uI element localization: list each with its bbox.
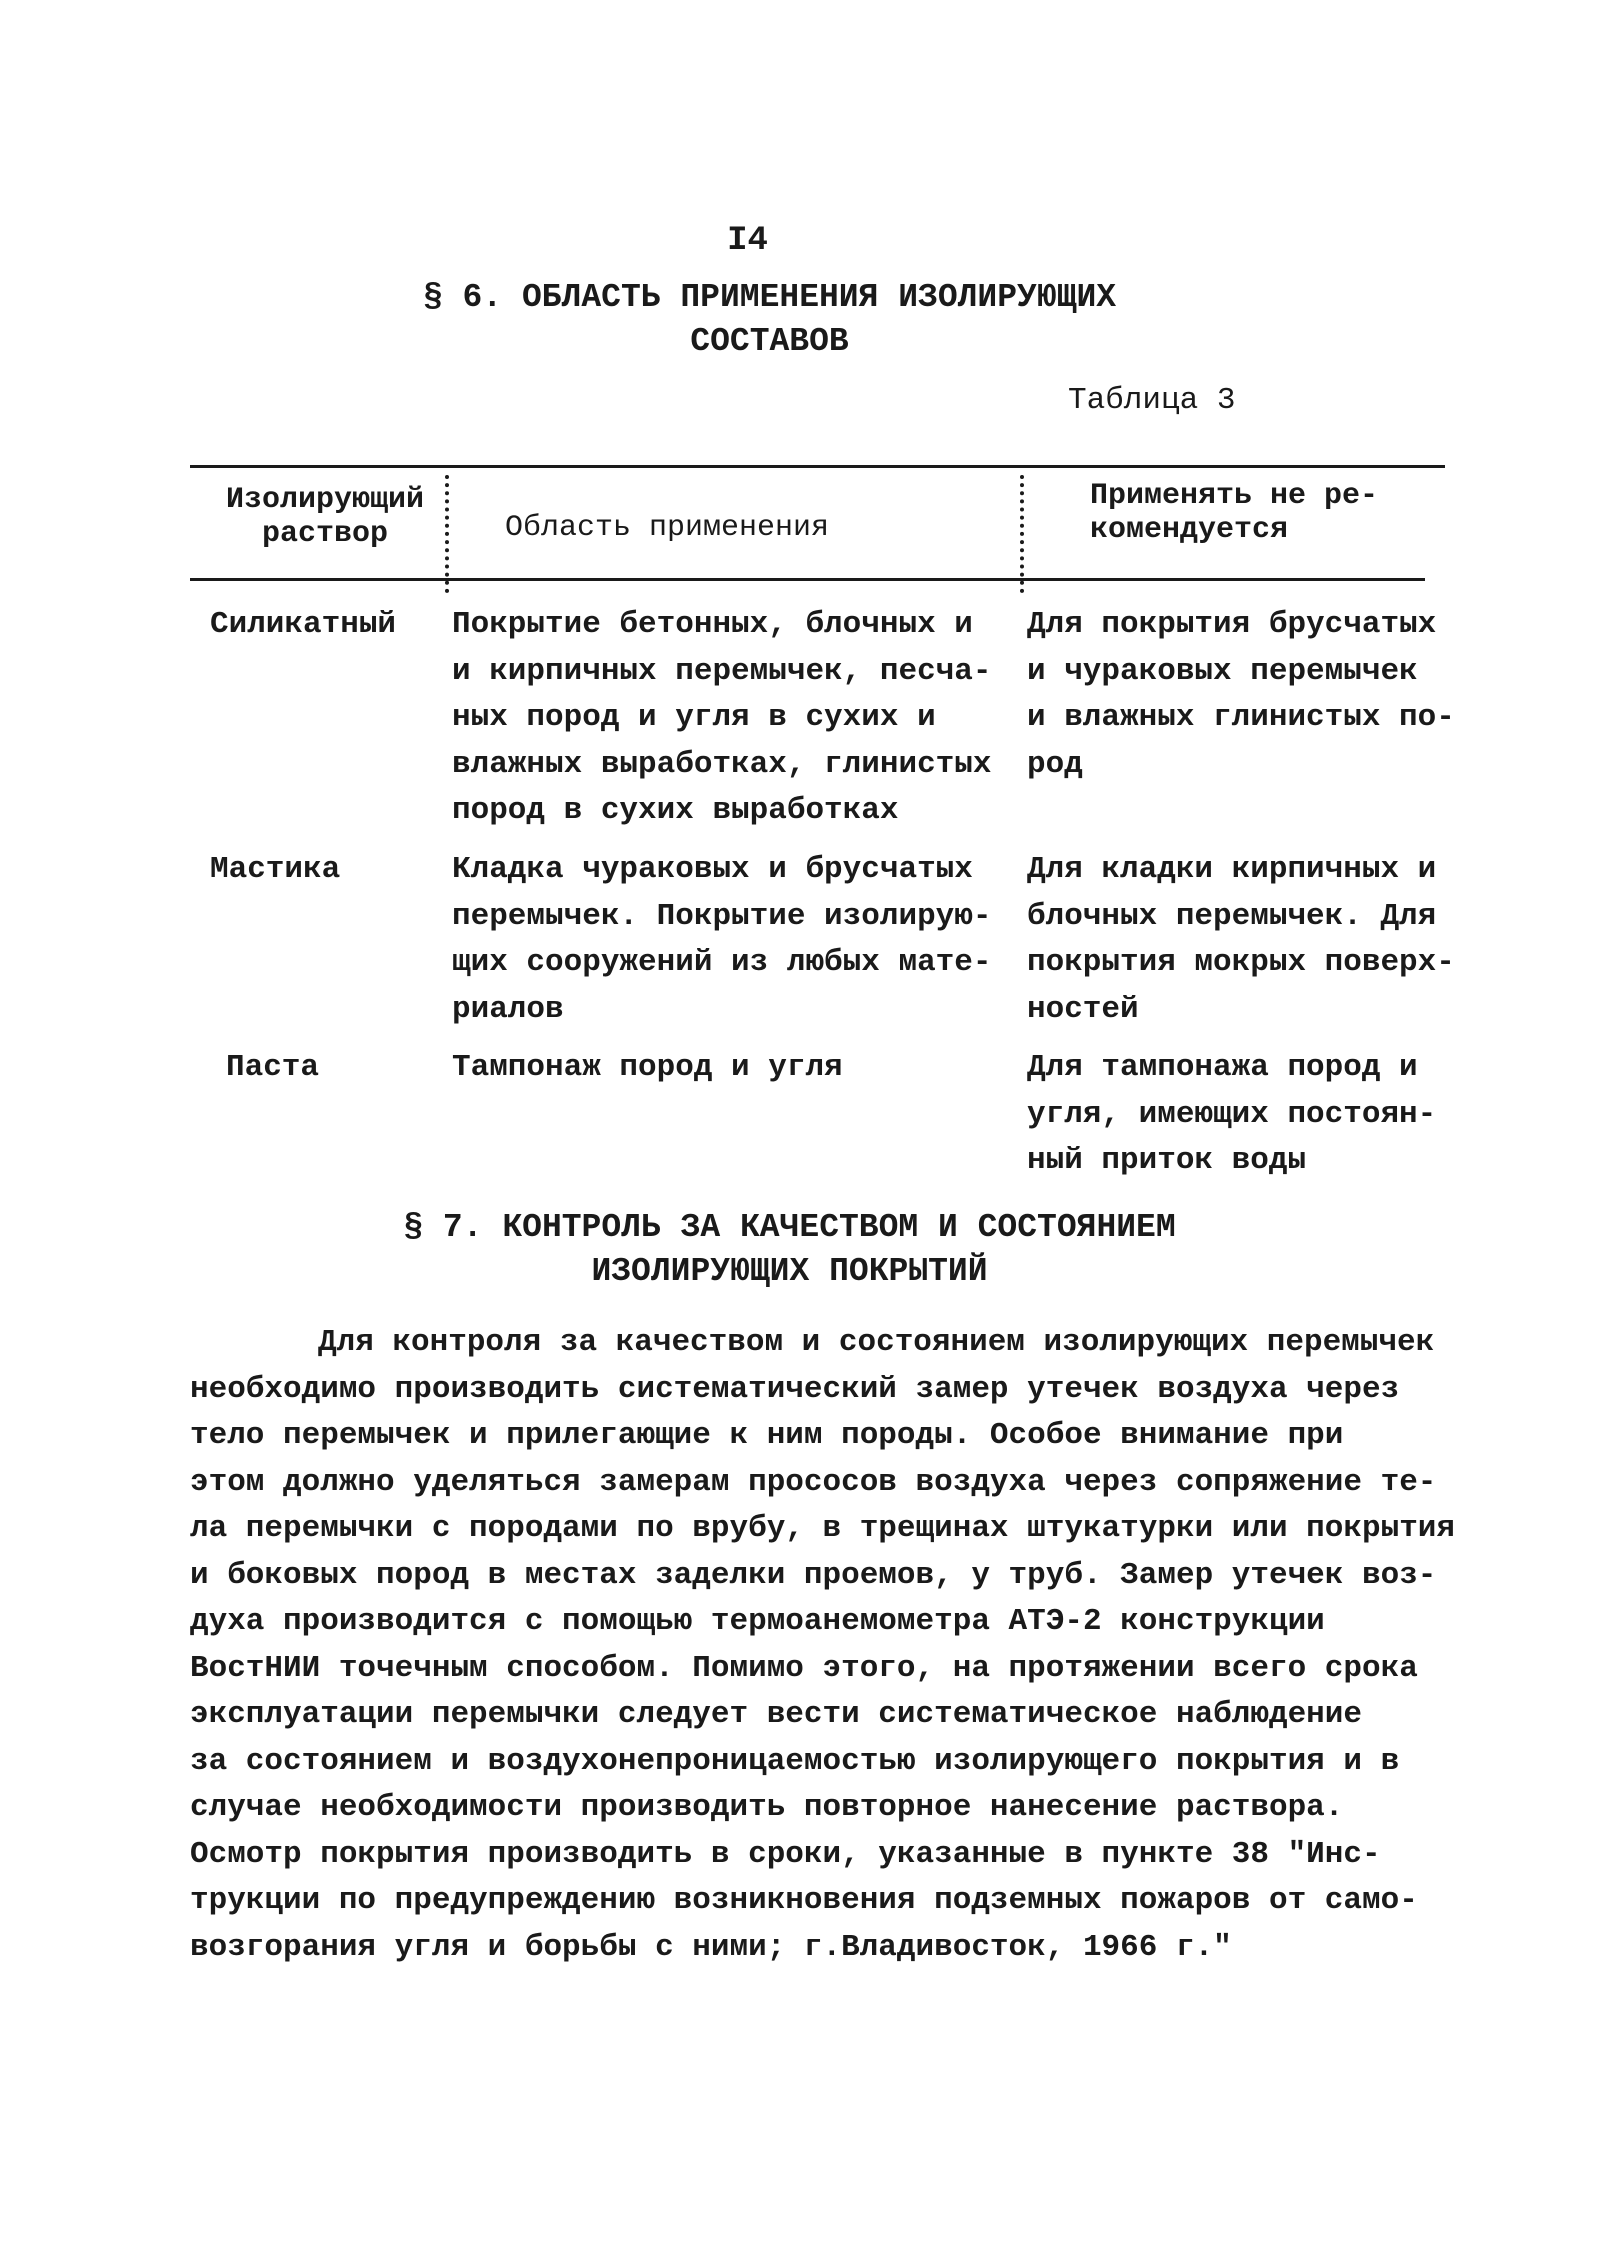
paragraph-line: Осмотр покрытия производить в сроки, указанные в пункте 38 "Инс- (190, 1836, 1381, 1872)
cell-text: Для покрытия брусчатых (1027, 607, 1437, 642)
paragraph-line: трукции по предупреждению возникновения подземных пожаров от само- (190, 1883, 1418, 1918)
paragraph-line: за состоянием и воздухонепроницаемостью изолирующего покрытия и в (190, 1743, 1400, 1779)
paragraph-line: эксплуатации перемычки следует вести систематическое наблюдение (190, 1697, 1362, 1732)
cell-text: влажных выработках, глинистых (452, 746, 992, 782)
cell-text: блочных перемычек. Для (1027, 898, 1437, 934)
application-cell (452, 602, 992, 835)
not-recommended-cell (1027, 1045, 1436, 1185)
section-6-title-line-2: СОСТАВОВ (690, 323, 849, 360)
cell-text: ных пород и угля в сухих и (452, 700, 936, 735)
paragraph-line: тело перемычек и прилегающие к ним породы. Особое внимание при (190, 1418, 1344, 1453)
section-6-title (0, 276, 1579, 364)
table-label: Таблица 3 (1068, 383, 1236, 418)
paragraph-line: возгорания угля и борьбы с ними; г.Владивосток, 1966 г." (190, 1929, 1232, 1965)
section-7-paragraph (190, 1320, 1490, 1971)
material-cell (226, 1045, 319, 1092)
header-not-recommended: Применять не ре- комендуется (1090, 479, 1379, 547)
column-separator (1020, 475, 1024, 593)
cell-text: Силикатный (210, 607, 397, 642)
material-cell (210, 602, 396, 649)
paragraph-line: ВостНИИ точечным способом. Помимо этого, на протяжении всего срока (190, 1650, 1418, 1686)
cell-text: Мастика (210, 852, 341, 887)
section-7-title (0, 1206, 1599, 1294)
cell-text: и влажных глинистых по- (1027, 700, 1455, 735)
cell-text: щих сооружений из любых мате- (452, 945, 992, 980)
section-7-title-line-2: ИЗОЛИРУЮЩИХ ПОКРЫТИЙ (591, 1253, 988, 1290)
application-cell (452, 1045, 843, 1092)
cell-text: Для тампонажа пород и (1027, 1050, 1418, 1085)
cell-text: риалов (452, 991, 564, 1027)
not-recommended-cell (1027, 847, 1455, 1033)
section-7-title-line-1: § 7. КОНТРОЛЬ ЗА КАЧЕСТВОМ И СОСТОЯНИЕМ (403, 1209, 1176, 1246)
paragraph-line: этом должно уделяться замерам прососов воздуха через сопряжение те- (190, 1464, 1437, 1500)
material-cell (210, 847, 340, 894)
cell-text: Покрытие бетонных, блочных и (452, 607, 973, 642)
cell-text: и чураковых перемычек (1027, 653, 1418, 689)
not-recommended-cell (1027, 602, 1455, 788)
cell-text: Для кладки кирпичных и (1027, 852, 1437, 887)
cell-text: ный приток воды (1027, 1143, 1307, 1178)
paragraph-line: необходимо производить систематический замер утечек воздуха через (190, 1371, 1400, 1407)
cell-text: покрытия мокрых поверх- (1027, 945, 1455, 980)
table-top-rule (190, 465, 1445, 468)
header-material: Изолирующий раствор (225, 483, 425, 551)
cell-text: ностей (1027, 991, 1139, 1027)
cell-text: угля, имеющих постоян- (1027, 1096, 1437, 1132)
table-header-rule (190, 578, 1425, 581)
cell-text: перемычек. Покрытие изолирую- (452, 898, 992, 934)
column-separator (445, 475, 449, 593)
section-6-title-line-1: § 6. ОБЛАСТЬ ПРИМЕНЕНИЯ ИЗОЛИРУЮЩИХ (422, 279, 1117, 316)
paragraph-line: Для контроля за качеством и состоянием изолирующих перемычек (318, 1325, 1435, 1360)
header-application: Область применения (505, 511, 830, 545)
paragraph-line: ла перемычки с породами по врубу, в трещинах штукатурки или покрытия (190, 1511, 1456, 1546)
page-number: I4 (727, 222, 768, 260)
application-cell (452, 847, 992, 1033)
cell-text: Тампонаж пород и угля (452, 1050, 843, 1085)
cell-text: род (1027, 746, 1083, 782)
paragraph-line: случае необходимости производить повторное нанесение раствора. (190, 1790, 1344, 1825)
cell-text: Паста (226, 1050, 320, 1085)
paragraph-line: и боковых пород в местах заделки проемов, у труб. Замер утечек воз- (190, 1557, 1437, 1593)
cell-text: пород в сухих выработках (452, 793, 899, 828)
cell-text: и кирпичных перемычек, песча- (452, 653, 992, 689)
cell-text: Кладка чураковых и брусчатых (452, 852, 973, 887)
paragraph-line: духа производится с помощью термоанемометра АТЭ-2 конструкции (190, 1604, 1325, 1639)
